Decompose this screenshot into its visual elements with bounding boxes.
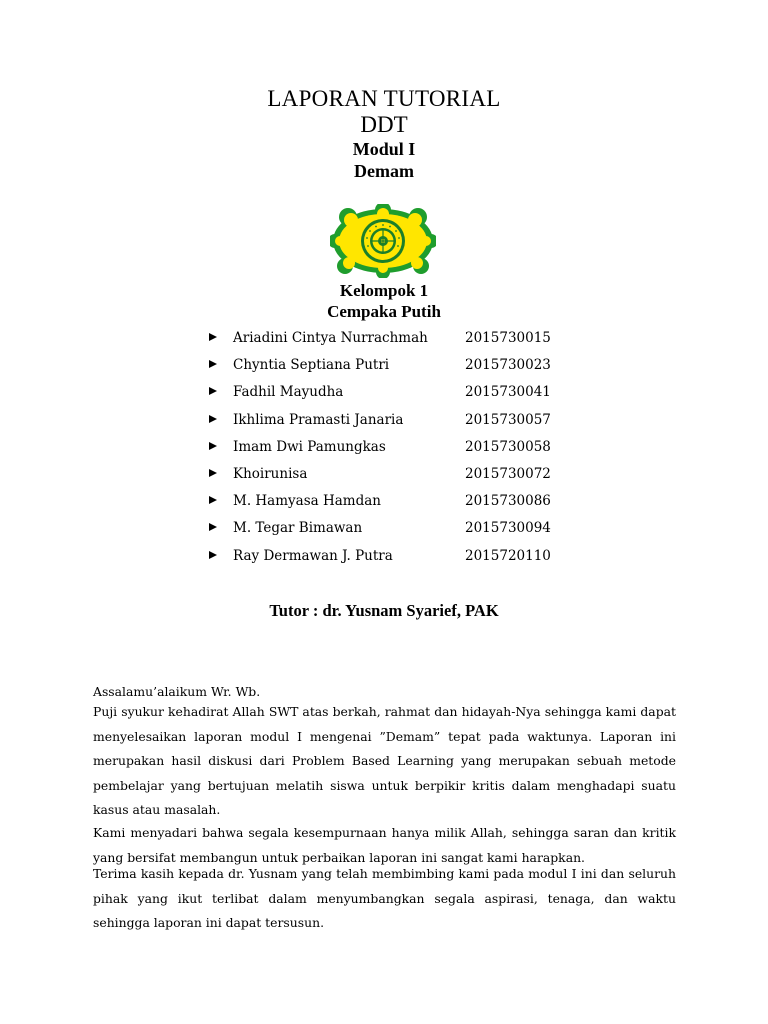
arrow-bullet-icon <box>209 360 217 368</box>
member-name: Imam Dwi Pamungkas <box>233 438 386 455</box>
list-item <box>209 328 589 355</box>
arrow-bullet-icon <box>209 333 217 341</box>
member-name: Chyntia Septiana Putri <box>233 357 390 374</box>
list-item <box>209 464 589 491</box>
member-nim: 2015730094 <box>465 520 551 537</box>
member-nim: 2015730023 <box>465 357 551 374</box>
member-nim: 2015730086 <box>465 493 551 510</box>
group-name: Kelompok 1 <box>339 281 429 300</box>
member-nim: 2015730072 <box>465 465 551 482</box>
member-list <box>209 328 589 573</box>
member-name: M. Hamyasa Hamdan <box>233 493 381 510</box>
list-item <box>209 518 589 545</box>
group-subtitle: Cempaka Putih <box>327 302 441 321</box>
list-item <box>209 382 589 409</box>
tutor-line: Tutor : dr. Yusnam Syarief, PAK <box>269 601 499 620</box>
member-name: Khoirunisa <box>233 465 308 482</box>
arrow-bullet-icon <box>209 469 217 477</box>
list-item <box>209 546 589 573</box>
paragraph-thanks: Terima kasih kepada dr. Yusnam yang telah membimbing kami pada modul I ini dan seluruh pihak yang ikut terlibat dalam menyumbangkan segala aspirasi, tenaga, dan waktu sehingga laporan ini dapat tersusun. <box>93 866 676 930</box>
member-nim: 2015730041 <box>465 384 551 401</box>
member-name: Ikhlima Pramasti Janaria <box>233 411 404 428</box>
member-name: Ray Dermawan J. Putra <box>233 547 393 564</box>
report-subject: DDT <box>360 112 408 137</box>
greeting: Assalamu’alaikum Wr. Wb. <box>93 684 261 699</box>
member-name: Fadhil Mayudha <box>233 384 344 401</box>
list-item <box>209 437 589 464</box>
member-nim: 2015730058 <box>465 438 551 455</box>
university-seal-icon <box>330 204 436 278</box>
arrow-bullet-icon <box>209 523 217 531</box>
arrow-bullet-icon <box>209 496 217 504</box>
member-name: Ariadini Cintya Nurrachmah <box>233 330 428 346</box>
report-title: LAPORAN TUTORIAL <box>267 86 501 111</box>
arrow-bullet-icon <box>209 415 217 423</box>
member-nim: 2015730057 <box>465 411 551 428</box>
report-module: Modul I <box>352 139 416 159</box>
list-item <box>209 491 589 518</box>
arrow-bullet-icon <box>209 551 217 559</box>
member-nim: 2015730015 <box>465 330 551 346</box>
arrow-bullet-icon <box>209 387 217 395</box>
report-topic: Demam <box>354 161 414 181</box>
paragraph-intro: Puji syukur kehadirat Allah SWT atas berkah, rahmat dan hidayah-Nya sehingga kami dapat menyelesaikan laporan modul I mengenai ”Demam” tepat pada waktunya. Laporan ini merupakan hasil diskusi dari Problem Based Learning yang merupakan sebuah metode pembelajar yang bertujuan melatih siswa untuk berpikir kritis dalam menghadapi suatu kasus atau masalah. <box>93 704 676 817</box>
arrow-bullet-icon <box>209 442 217 450</box>
list-item <box>209 355 589 382</box>
member-nim: 2015720110 <box>465 547 551 564</box>
list-item <box>209 410 589 437</box>
member-name: M. Tegar Bimawan <box>233 520 363 537</box>
paragraph-acknowledgement: Kami menyadari bahwa segala kesempurnaan hanya milik Allah, sehingga saran dan kritik yang bersifat membangun untuk perbaikan laporan ini sangat kami harapkan. <box>93 825 676 865</box>
